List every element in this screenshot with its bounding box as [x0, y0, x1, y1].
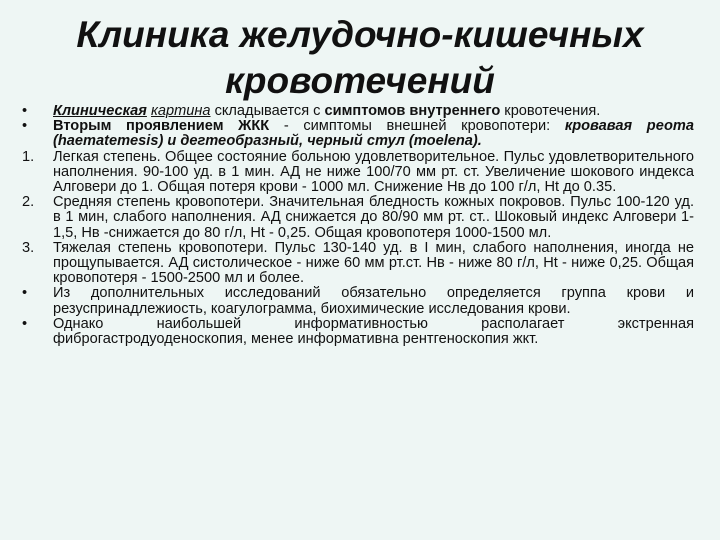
bullet-marker: •	[22, 285, 28, 302]
bullet-marker: •	[22, 118, 28, 135]
list-item	[22, 286, 694, 316]
list-item	[22, 104, 694, 119]
list-item	[22, 119, 694, 149]
list-item-text: Средняя степень кровопотери. Значительная бледность кожных покровов. Пульс 100-120 уд. в 1 мин, слабого наполнения. АД снижается до 80/90 мм рт. ст.. Шоковый индекс Алговери 1-1,5, Нв -снижается до 80 г/л, Ht - 0,25. Общая кровопотеря 1000-1500 мл.	[53, 194, 694, 241]
list-item	[22, 195, 694, 241]
list-item-text: Вторым проявлением ЖКК	[53, 118, 270, 135]
list-item-text: складывается с	[210, 103, 325, 119]
list-item-text: Клиническая	[53, 103, 147, 119]
slide-title	[0, 12, 720, 104]
bullet-marker: •	[22, 315, 28, 332]
content-list	[22, 104, 694, 347]
list-item-text: кровотечения.	[500, 103, 601, 119]
list-item	[22, 241, 694, 287]
list-item	[22, 317, 694, 347]
number-marker: 3.	[22, 239, 35, 256]
list-item	[22, 150, 694, 196]
bullet-marker: •	[22, 103, 28, 119]
list-item-text: картина	[150, 103, 211, 119]
number-marker: 1.	[22, 148, 35, 165]
list-item-text: симптомов внутреннего	[324, 103, 501, 119]
list-item-text: Из дополнительных исследований обязательно определяется группа крови и резуспринадлежиость, коагулограмма, биохимические исследования крови.	[53, 285, 694, 317]
slide-title-line-1: Клиника желудочно-кишечных	[76, 14, 644, 55]
list-item-text: Тяжелая степень кровопотери. Пульс 130-140 уд. в I мин, слабого наполнения, иногда не прощупывается. АД систолическое - ниже 60 мм рт.ст. Нв - ниже 80 г/л, Ht - ниже 0,25. Общая кровопотеря - 1500-2500 мл и более.	[53, 239, 694, 287]
list-item-text: Однако наибольшей информативностью располагает экстренная фиброгастродуоденоскопия, менее информативна рентгеноскопия жкт.	[53, 315, 694, 348]
number-marker: 2.	[22, 194, 35, 211]
list-item-text: - симптомы внешней кровопотери:	[269, 118, 565, 135]
list-item-text: Легкая степень. Общее состояние больною удовлетворительное. Пульс удовлетворительного наполнения. 90-100 уд. в 1 мин. АД не ниже 100/70 мм рт. ст. Увеличение шокового индекса Алговери до 1. Общая потеря крови - 1000 мл. Снижение Нв до 100 г/л, Ht до 0.35.	[53, 148, 694, 196]
slide-title-line-2: кровотечений	[225, 60, 495, 101]
list-item-text: кровавая реота (haematemesis) и дегтеобразный, черный стул (moelena).	[53, 118, 695, 150]
